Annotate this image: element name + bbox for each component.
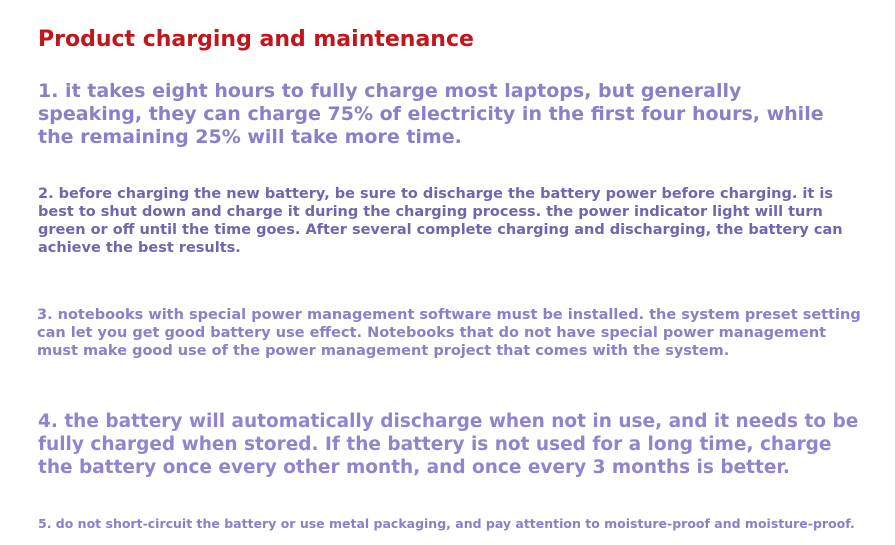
page-title: Product charging and maintenance — [38, 26, 474, 52]
paragraph-1: 1. it takes eight hours to fully charge most laptops, but generally speaking, they can charge 75% of electricity in the first four hours, while the remaining 25% will take more time. — [38, 80, 824, 148]
paragraph-3: 3. notebooks with special power management software must be installed. the system preset setting can let you get good battery use effect. Notebooks that do not have special power management must make good use of the power management project that comes with the system. — [37, 307, 861, 359]
paragraph-2: 2. before charging the new battery, be sure to discharge the battery power before charging. it is best to shut down and charge it during the charging process. the power indicator light will turn green or off until the time goes. After several complete charging and discharging, the battery can achieve the best results. — [38, 186, 843, 256]
paragraph-4: 4. the battery will automatically discharge when not in use, and it needs to be fully charged when stored. If the battery is not used for a long time, charge the battery once every other month, and once every 3 months is better. — [38, 411, 859, 478]
paragraph-5: 5. do not short-circuit the battery or use metal packaging, and pay attention to moisture-proof and moisture-proof. — [38, 516, 855, 531]
